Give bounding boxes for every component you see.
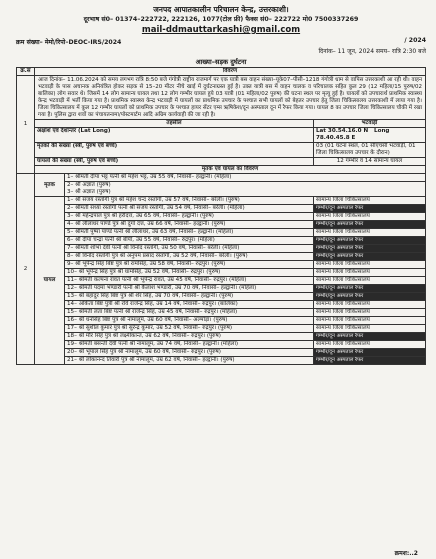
injured-count-label: घायलों की संख्या (स्त्री, पुरुष एवं बच्चे) [35, 158, 314, 166]
injured-status: सामान्य जिला चिकित्सालय [313, 197, 425, 205]
dead-person: 2– श्री अज्ञात (पुरुष) 3– श्री अज्ञात (पुरुष) [65, 182, 426, 197]
latlong-value [313, 128, 425, 143]
injured-status: सामान्य जिला चिकित्सालय [313, 277, 425, 285]
injured-person: 8– श्री विनोद रस्तोगी पुत्र श्री अनुपम प्रसाद रस्तोगी, उम्र 52 वर्ष, निवासी– बरेली। (पुरुष) [65, 253, 314, 261]
email-address: mail-ddmauttarkashi@gmail.com [141, 25, 301, 35]
injured-status: सामान्य जिला चिकित्सालय [313, 317, 425, 325]
group-dead-label: मृतक [35, 174, 65, 197]
injured-person: 1– श्री संजय रस्तोगी पुत्र श्री महेश चन्द रस्तोगी, उम्र 57 वर्ष, निवासी– बरेली। (पुरुष) [65, 197, 314, 205]
table-row [17, 261, 426, 269]
report-subject: आख्या–सड़क दुर्घटना [195, 58, 247, 66]
table-row [17, 237, 426, 245]
injured-person: 5– श्रीमती पुष्पा पाण्डे पत्नी श्री लीलाधर, उम्र 63 वर्ष, निवासी– हल्द्वानी। (महिला) [65, 229, 314, 237]
injured-status: गम्भीर/दून अस्पताल रैफर [313, 253, 425, 261]
injured-person: 14– अंकिता बिष्ट पुत्री श्री रवि राजेन्द्र सिंह, उम्र 14 वर्ष, निवासी– रुद्रपुर। (बालिका) [65, 301, 314, 309]
table-row [17, 174, 426, 182]
injured-status: सामान्य जिला चिकित्सालय [313, 229, 425, 237]
dead-count-label: मृतकों की संख्या (स्त्री, पुरुष एवं बच्चे) [35, 143, 314, 158]
injured-person: 15– श्रीमती लता बिष्ट पत्नी श्री राजेन्द्र सिंह, उम्र 45 वर्ष, निवासी– रुद्रपुर। (महिला) [65, 309, 314, 317]
table-row [17, 253, 426, 261]
dead-count-value: 03 (01 घटना स्थल, 01 सीएचसी भटवाड़ी, 01 जिला चिकित्सालय उपचार के दौरान) [313, 143, 425, 158]
report-date: दिनांक– 11 जून, 2024 समय– रात्रि 2:30 बजे [318, 48, 426, 55]
injured-person: 17– श्री सुशील कुमार पुत्र श्री सुरेन्द्र कुमार, उम्र 52 वर्ष, निवासी– रुद्रपुर। (पुरुष) [65, 325, 314, 333]
injured-status: सामान्य जिला चिकित्सालय [313, 261, 425, 269]
tehsil-value: भटवाड़ी [313, 120, 425, 128]
injured-person: 7– श्रीमती शोभा देवी पत्नी श्री विनोद रस्तोगी, उम्र 50 वर्ष, निवासी– बरेली। (महिला) [65, 245, 314, 253]
injured-person: 21– श्री लोकानन्द तिवारी पुत्र श्री नामालूम, उम्र 62 वर्ष, निवासी– हल्द्वानी। (पुरुष) [65, 357, 314, 365]
injured-person: 2– श्रीमती संध्या रस्तोगी पत्नी श्री संजय रस्तोगी, उम्र 54 वर्ष, निवासी– बरेली। (महिला) [65, 205, 314, 213]
injured-person: 13– श्री बहादुर सिंह बिष्ट पुत्र श्री शेर सिंह, उम्र 70 वर्ष, निवासी– हल्द्वानी। (पुरुष) [65, 293, 314, 301]
injured-person: 19– श्रीमती बसन्ती देवी पत्नी श्री नामालूम, उम्र 74 वर्ष, निवासी– हल्द्वानी। (महिला) [65, 341, 314, 349]
table-row [17, 341, 426, 349]
injured-status: सामान्य जिला चिकित्सालय [313, 309, 425, 317]
table-row [17, 357, 426, 365]
injured-status: गम्भीर/दून अस्पताल रैफर [313, 205, 425, 213]
injured-person: 18– श्री मौर सिंह पुत्र श्री लक्ष्मीकान्त, उम्र 62 वर्ष, निवासी– रुद्रपुर। (पुरुष) [65, 333, 314, 341]
table-row [17, 245, 426, 253]
contact-line: दूरभाष सं0– 01374–222722, 222126, 1077(टोल फ्री) फैक्स सं0– 222722 मो0 7500337269 [83, 16, 359, 23]
latitude: Lat 30.54.16.0 N [315, 128, 369, 135]
injured-status: गम्भीर/दून अस्पताल रैफर [313, 237, 425, 245]
tehsil-row [17, 120, 426, 128]
description-row [17, 76, 426, 120]
page-continuation: क्रमश:..2 [394, 550, 418, 557]
injured-status: गम्भीर/दून अस्पताल रैफर [313, 333, 425, 341]
table-row [17, 333, 426, 341]
tehsil-label: तहसील [35, 120, 314, 128]
table-header-row [17, 68, 426, 76]
memo-number: क्रम संख्या– मेमो/रिपो–DEOC-IRS/2024 [16, 39, 122, 46]
injured-status: सामान्य जिला चिकित्सालय [313, 269, 425, 277]
injured-person: 16– श्री धनसिंह बिष्ट पुत्र श्री नामालूम, उम्र 60 वर्ष, निवासी– अल्मोड़ा। (पुरुष) [65, 317, 314, 325]
sn-header: क्र.सं [17, 68, 35, 76]
table-row [17, 301, 426, 309]
injured-status: गम्भीर/दून अस्पताल रैफर [313, 221, 425, 229]
memo-year: / 2024 [404, 37, 426, 44]
injured-status: सामान्य जिला चिकित्सालय [313, 213, 425, 221]
longitude: Long 78.40.45.8 E [315, 128, 390, 142]
injured-person: 3– श्री महेन्द्रपाल पुत्र श्री हरीदत्त, उम्र 65 वर्ष, निवासी– हल्द्वानी। (पुरुष) [65, 213, 314, 221]
table-row [17, 229, 426, 237]
table-row [17, 182, 426, 197]
report-table [16, 67, 426, 365]
injured-person: 10– श्री भूपेन्द्र सिंह पुत्र श्री धामसिंह, उम्र 52 वर्ष, निवासी– रुद्रपुर। (पुरुष) [65, 269, 314, 277]
injured-person: 12– श्रीमती पदमा भण्डारी पत्नी श्री कैलाश भण्डारी, उम्र 70 वर्ष, निवासी– हल्द्वानी। (महिला) [65, 285, 314, 293]
dead-count-row [17, 143, 426, 158]
dead-person: 1– श्रीमती दीपा भट्ट पत्नी श्री महेश भट्ट, उम्र 55 वर्ष, निवासी– हल्द्वानी। (महिला) [65, 174, 426, 182]
sn-1: 1 [17, 76, 35, 174]
injured-status: सामान्य जिला चिकित्सालय [313, 301, 425, 309]
injured-person: 20– श्री भूपाल सिंह पुत्र श्री नामालूम, उम्र 60 वर्ष, निवासी– रुद्रपुर। (पुरुष) [65, 349, 314, 357]
table-row [17, 349, 426, 357]
injured-status: गम्भीर/दून अस्पताल रैफर [313, 293, 425, 301]
injured-person: 9– श्री भूपेन्द्र सिंह बिष्ट पुत्र श्री रामसिंह, उम्र 58 वर्ष, निवासी– रुद्रपुर। (पुरुष) [65, 261, 314, 269]
injured-person: 4– श्री लीलाधर पाण्डे पुत्र श्री दुर्गा दत्त, उम्र 66 वर्ष, निवासी– हल्द्वानी। (पुरुष) [65, 221, 314, 229]
latlong-row [17, 128, 426, 143]
sn-2: 2 [17, 174, 35, 365]
injured-status: गम्भीर/दून अस्पताल रैफर [313, 245, 425, 253]
office-title: जनपद आपातकालीन परिचालन केन्द्र, उत्तरकाशी। [153, 5, 289, 14]
incident-description: आज दिनांक– 11.06.2024 को समय लगभग रात्रि 8:50 बजे गंगोत्री राष्ट्रीय राजमार्ग पर एक यात्री बस वाहन संख्या–यूके07–पीसी–1218 गंगोत्री धाम से वापिस उत्तरकाशी आ रही थी। वाहन भटवाड़ी के पास अचानक अनियंत्रित होकर सड़क से 15–20 मीटर नीचे खाई में दुर्घटनाग्रस्त हुई है। उक्त यात्री बस में वाहन चालक व परिचालक सहित कुल 29 (12 महिला/15 पुरुष/02 बालिका) लोग सवार थे। जिसमें 14 लोग सामान्य घायल तथा 12 लोग गम्भीर घायल हुये 03 यात्री (01 महिला/02 पुरुष) की घटना स्थल पर मृत्यु हुई है। घायलों को उपचारार्थ प्राथमिक स्वास्थ्य केन्द्र भटवाड़ी में भर्ती किया गया है। प्राथमिक स्वास्थ्य केन्द्र भटवाड़ी में घायलों का प्राथमिक उपचार के पश्चात सभी घायलों को बेहतर उपचार हेतु जिला चिकित्सालय उत्तरकाशी में लाया गया है। जिला चिकित्सालय में कुल 12 गम्भीर घायलों को प्राथमिक उपचार के पश्चात हायर सेंटर एम्स ऋषिकेश/दून अस्पताल दून में रैफर किया गया। घायल 8 का उपचार जिला चिकित्सालय चौकी में रखा गया है। पुलिस द्वारा शवों का पंचायतनामा/पोस्टमार्टम आदि अग्रिम कार्यवाही की जा रही है। [35, 76, 426, 120]
table-row [17, 197, 426, 205]
injured-person: 6– श्री दीपा चन्द्रा पत्नी श्री बीपी, उम्र 55 वर्ष, निवासी– रुद्रपुर। (महिला) [65, 237, 314, 245]
injured-status: गम्भीर/दून अस्पताल रैफर [313, 285, 425, 293]
table-row [17, 293, 426, 301]
table-row [17, 309, 426, 317]
injured-status: गम्भीर/दून अस्पताल रैफर [313, 357, 425, 365]
injured-status: सामान्य जिला चिकित्सालय [313, 341, 425, 349]
table-row [17, 213, 426, 221]
injured-count-value: 12 गम्भीर व 14 सामान्य घायल [313, 158, 425, 166]
table-row [17, 285, 426, 293]
latlong-label: अक्षांश एवं देशान्तर (Lat Long) [35, 128, 314, 143]
table-row [17, 269, 426, 277]
injured-status: सामान्य जिला चिकित्सालय [313, 325, 425, 333]
desc-header: विवरण [35, 68, 426, 76]
injured-count-row [17, 158, 426, 166]
injured-person: 11– श्रीमती कल्पना रावत पत्नी श्री भूपेन्द्र रावत, उम्र 45 वर्ष, निवासी– रुद्रपुर। (महिला) [65, 277, 314, 285]
victims-header: मृतक एव घायल का विवरण [35, 166, 426, 174]
table-row [17, 277, 426, 285]
victims-header-row [17, 166, 426, 174]
table-row [17, 317, 426, 325]
reference-row [16, 37, 426, 46]
table-row [17, 221, 426, 229]
group-injured-label: घायल [35, 197, 65, 365]
injured-status: गम्भीर/दून अस्पताल रैफर [313, 349, 425, 357]
table-row [17, 325, 426, 333]
table-row [17, 205, 426, 213]
